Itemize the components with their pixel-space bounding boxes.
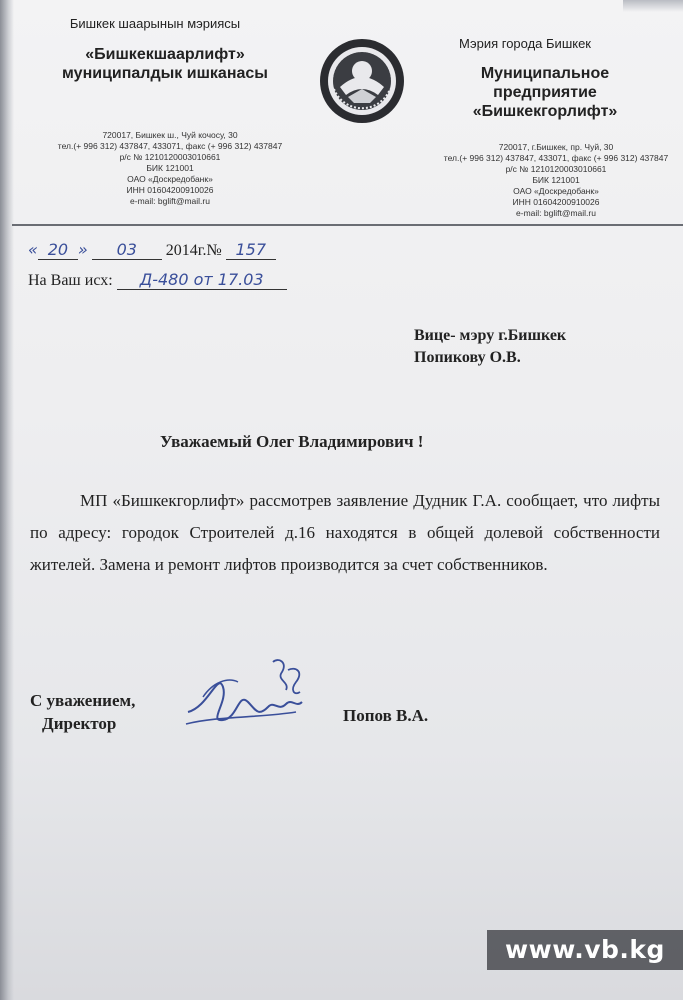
requisite-phone: тел.(+ 996 312) 437847, 433071, факс (+ 996 312) 437847 xyxy=(443,153,669,163)
date-year: 2014г.№ xyxy=(165,242,222,259)
letterhead-russian xyxy=(430,36,660,122)
date-quote-open: « xyxy=(28,240,38,259)
requisite-account: р/с № 1210120003010661 xyxy=(119,152,221,162)
letterhead-divider xyxy=(12,224,683,226)
requisite-email: e-mail: bglift@mail.ru xyxy=(130,196,210,206)
letterhead-russian-org-name: «Бишкекгорлифт» xyxy=(472,103,618,120)
letterhead-kyrgyz xyxy=(30,16,300,84)
signer-name: Попов В.А. xyxy=(343,706,429,725)
letterhead-russian-mayor: Мэрия города Бишкек xyxy=(458,36,591,51)
page-top-edge xyxy=(623,0,683,12)
letterhead-kyrgyz-org-name: «Бишкекшаарлифт» xyxy=(85,46,245,63)
requisite-bank: ОАО «Доскредобанк» xyxy=(127,174,213,184)
addressee xyxy=(414,325,566,369)
requisites-kyrgyz xyxy=(40,130,300,207)
letterhead-russian-org-type: Муниципальное предприятие xyxy=(480,65,610,101)
reference-value: Д-480 от 17.03 xyxy=(117,270,287,290)
requisite-address: 720017, г.Бишкек, пр. Чуй, 30 xyxy=(498,142,614,152)
date-month: 03 xyxy=(92,240,162,260)
closing-block xyxy=(30,689,135,735)
requisite-inn: ИНН 01604200910026 xyxy=(512,197,600,207)
requisite-phone: тел.(+ 996 312) 437847, 433071, факс (+ 996 312) 437847 xyxy=(57,141,283,151)
requisite-inn: ИНН 01604200910026 xyxy=(126,185,214,195)
letterhead-kyrgyz-mayor: Бишкек шаарынын мэриясы xyxy=(69,16,241,31)
page-left-shadow xyxy=(0,0,14,1000)
date-and-number xyxy=(28,240,276,260)
letter-body: МП «Бишкекгорлифт» рассмотрев заявление Дудник Г.А. сообщает, что лифты по адресу: городок Строителей д.16 находятся в общей долевой собственности жителей. Замена и ремонт лифтов производится за счет собственников. xyxy=(30,491,660,574)
requisite-email: e-mail: bglift@mail.ru xyxy=(516,208,596,218)
site-watermark: www.vb.kg xyxy=(487,930,683,970)
letterhead-kyrgyz-org-type: муниципалдык ишканасы xyxy=(62,65,268,82)
reference-line xyxy=(28,270,287,290)
requisite-bik: БИК 121001 xyxy=(146,163,194,173)
outgoing-number: 157 xyxy=(226,240,276,260)
requisite-address: 720017, Бишкек ш., Чуй кочосу, 30 xyxy=(102,130,238,140)
date-day: 20 xyxy=(38,240,78,260)
date-quote-close: » xyxy=(77,240,88,259)
addressee-position: Вице- мэру г.Бишкек xyxy=(414,327,567,344)
requisites-russian xyxy=(436,142,676,219)
requisite-bank: ОАО «Доскредобанк» xyxy=(513,186,599,196)
reference-label: На Ваш исх: xyxy=(28,272,113,289)
requisite-account: р/с № 1210120003010661 xyxy=(505,164,607,174)
handwritten-signature xyxy=(178,652,328,747)
closing-title: Директор xyxy=(42,714,117,733)
requisite-bik: БИК 121001 xyxy=(532,175,580,185)
closing-regards: С уважением, xyxy=(30,691,136,710)
addressee-name: Попикову О.В. xyxy=(414,349,521,366)
salutation: Уважаемый Олег Владимирович ! xyxy=(160,432,424,451)
